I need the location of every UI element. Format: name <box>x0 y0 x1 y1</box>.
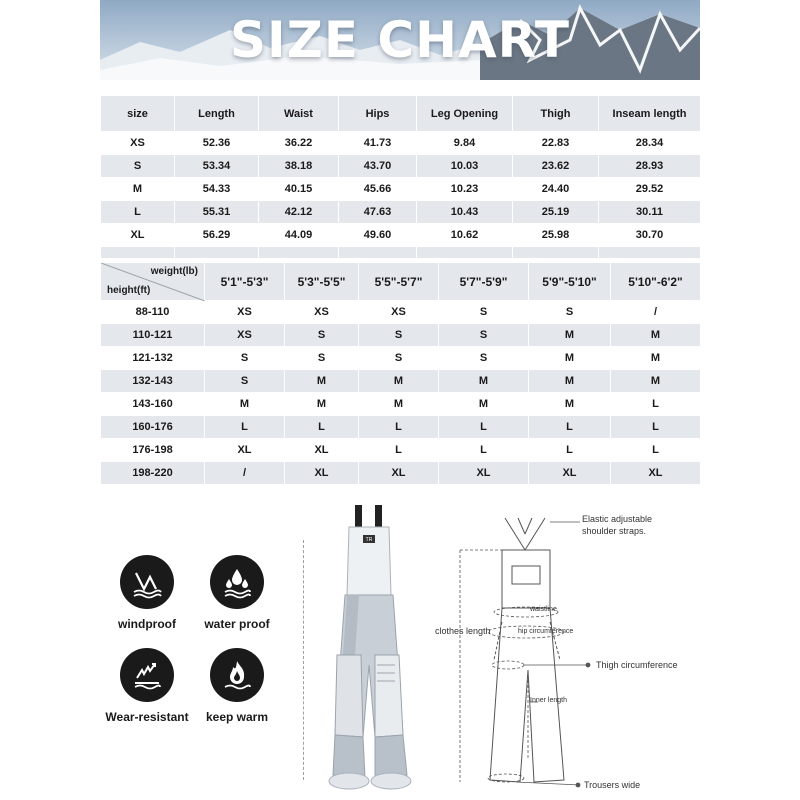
weight-label: weight(lb) <box>150 266 198 277</box>
feature-label: Wear-resistant <box>105 710 189 724</box>
feature-waterproof <box>192 555 282 631</box>
table-cell: 88-110 <box>101 301 205 324</box>
table-cell: M <box>529 347 611 370</box>
measurement-diagram <box>430 510 700 795</box>
table-cell: S <box>205 347 285 370</box>
product-logo: TR <box>365 537 373 543</box>
table-cell: S <box>205 370 285 393</box>
table-cell: / <box>611 301 701 324</box>
table-row <box>101 370 701 393</box>
table-cell: S <box>439 324 529 347</box>
table-cell: M <box>529 393 611 416</box>
table-cell: XS <box>101 132 175 155</box>
table-cell: M <box>101 178 175 201</box>
table-cell: L <box>101 201 175 224</box>
table-cell: M <box>359 393 439 416</box>
feature-label: keep warm <box>205 710 269 724</box>
table-cell: 38.18 <box>259 155 339 178</box>
column-header: Hips <box>339 96 417 132</box>
table-cell: 56.29 <box>175 224 259 247</box>
table-cell: L <box>529 439 611 462</box>
table-cell: L <box>205 416 285 439</box>
column-header: Waist <box>259 96 339 132</box>
size-chart-page <box>100 0 700 800</box>
column-header: Thigh <box>513 96 599 132</box>
table-cell: XL <box>611 462 701 485</box>
table-cell: 47.63 <box>339 201 417 224</box>
table-cell: S <box>529 301 611 324</box>
table-cell: 121-132 <box>101 347 205 370</box>
table-cell: S <box>439 301 529 324</box>
table-row <box>101 462 701 485</box>
table-cell: XS <box>205 301 285 324</box>
table-cell: 198-220 <box>101 462 205 485</box>
table-header-row <box>101 263 701 301</box>
table-row <box>101 301 701 324</box>
diagram-label-straps: Elastic adjustable <box>582 514 653 524</box>
table-cell: M <box>611 324 701 347</box>
table-cell: L <box>439 416 529 439</box>
table-cell: 28.34 <box>599 132 701 155</box>
page-title: SIZE CHART <box>229 11 571 69</box>
water-drops-icon <box>210 555 264 609</box>
table-spacer-row <box>101 247 701 259</box>
table-row <box>101 201 701 224</box>
table-row <box>101 347 701 370</box>
table-cell: M <box>529 370 611 393</box>
table-row <box>101 416 701 439</box>
column-header: Inseam length <box>599 96 701 132</box>
table-cell: M <box>285 370 359 393</box>
table-cell: 25.98 <box>513 224 599 247</box>
column-header: 5'5"-5'7" <box>359 263 439 301</box>
diagram-label-clothes-length: clothes length <box>435 626 491 636</box>
table-cell: 49.60 <box>339 224 417 247</box>
table-cell: XS <box>285 301 359 324</box>
table-cell: L <box>611 439 701 462</box>
table-row <box>101 224 701 247</box>
table-cell: L <box>611 393 701 416</box>
table-row <box>101 324 701 347</box>
size-measurement-table <box>100 95 701 259</box>
table-cell: M <box>285 393 359 416</box>
diagram-label-inner-length: Inner length <box>530 697 567 704</box>
table-cell: 10.03 <box>417 155 513 178</box>
table-row <box>101 178 701 201</box>
table-cell: 36.22 <box>259 132 339 155</box>
table-cell: 160-176 <box>101 416 205 439</box>
table-row <box>101 393 701 416</box>
table-cell: L <box>529 416 611 439</box>
table-cell: L <box>285 416 359 439</box>
table-cell: XL <box>359 462 439 485</box>
table-cell: L <box>359 439 439 462</box>
table-cell: M <box>611 370 701 393</box>
table-cell: 143-160 <box>101 393 205 416</box>
height-weight-fit-table <box>100 262 701 485</box>
height-label: height(ft) <box>107 285 151 296</box>
table-cell: XL <box>205 439 285 462</box>
table-cell: 40.15 <box>259 178 339 201</box>
table-cell: S <box>285 347 359 370</box>
table-cell: 41.73 <box>339 132 417 155</box>
table-cell: M <box>439 370 529 393</box>
table-cell: XL <box>285 462 359 485</box>
corner-cell <box>101 263 205 301</box>
table-cell: 23.62 <box>513 155 599 178</box>
table-cell: M <box>205 393 285 416</box>
diagram-label-straps-2: shoulder straps. <box>582 526 647 536</box>
wear-resistant-icon <box>120 648 174 702</box>
column-header: 5'10"-6'2" <box>611 263 701 301</box>
table-cell: 30.11 <box>599 201 701 224</box>
table-cell: L <box>359 416 439 439</box>
table-cell: 28.93 <box>599 155 701 178</box>
table-cell: XL <box>101 224 175 247</box>
diagram-label-thigh: Thigh circumference <box>596 660 678 670</box>
table-cell: S <box>359 324 439 347</box>
table-cell: XS <box>359 301 439 324</box>
ski-bib-pants-image <box>315 505 425 795</box>
table-row <box>101 155 701 178</box>
table-cell: M <box>359 370 439 393</box>
table-cell: S <box>101 155 175 178</box>
table-cell: 52.36 <box>175 132 259 155</box>
column-header: 5'3"-5'5" <box>285 263 359 301</box>
table-cell: M <box>611 347 701 370</box>
feature-label: water proof <box>204 617 270 631</box>
column-header: Leg Opening <box>417 96 513 132</box>
table-cell: 45.66 <box>339 178 417 201</box>
table-row <box>101 132 701 155</box>
diagram-label-trousers-wide: Trousers wide <box>584 780 641 790</box>
table-cell: 25.19 <box>513 201 599 224</box>
table-cell: L <box>611 416 701 439</box>
column-header: Length <box>175 96 259 132</box>
flame-icon <box>210 648 264 702</box>
column-header: 5'7"-5'9" <box>439 263 529 301</box>
table-cell: XL <box>439 462 529 485</box>
table-cell: 55.31 <box>175 201 259 224</box>
table-cell: 9.84 <box>417 132 513 155</box>
table-cell: XL <box>529 462 611 485</box>
table-cell: 22.83 <box>513 132 599 155</box>
feature-keep-warm <box>192 648 282 724</box>
table-cell: 42.12 <box>259 201 339 224</box>
table-cell: 54.33 <box>175 178 259 201</box>
table-cell: 10.43 <box>417 201 513 224</box>
table-cell: S <box>285 324 359 347</box>
wind-icon <box>120 555 174 609</box>
column-header: size <box>101 96 175 132</box>
column-header: 5'9"-5'10" <box>529 263 611 301</box>
table-cell: M <box>529 324 611 347</box>
table-cell: 176-198 <box>101 439 205 462</box>
feature-label: windproof <box>118 617 176 631</box>
table-cell: 44.09 <box>259 224 339 247</box>
table-cell: 29.52 <box>599 178 701 201</box>
feature-windproof <box>102 555 192 631</box>
table-cell: M <box>439 393 529 416</box>
table-cell: 110-121 <box>101 324 205 347</box>
table-cell: S <box>359 347 439 370</box>
column-header: 5'1"-5'3" <box>205 263 285 301</box>
table-row <box>101 439 701 462</box>
table-cell: 24.40 <box>513 178 599 201</box>
diagram-label-waistline: waistline <box>530 606 557 613</box>
table-cell: / <box>205 462 285 485</box>
table-cell: S <box>439 347 529 370</box>
table-cell: 10.23 <box>417 178 513 201</box>
feature-wear-resistant <box>102 648 192 724</box>
table-cell: 43.70 <box>339 155 417 178</box>
diagram-label-hip: hip circumference <box>518 628 574 635</box>
table-cell: 10.62 <box>417 224 513 247</box>
table-cell: L <box>439 439 529 462</box>
table-cell: 30.70 <box>599 224 701 247</box>
table-cell: 132-143 <box>101 370 205 393</box>
table-cell: XS <box>205 324 285 347</box>
table-header-row <box>101 96 701 132</box>
table-cell: 53.34 <box>175 155 259 178</box>
banner <box>100 0 700 80</box>
dashed-divider <box>303 540 304 780</box>
table-cell: XL <box>285 439 359 462</box>
